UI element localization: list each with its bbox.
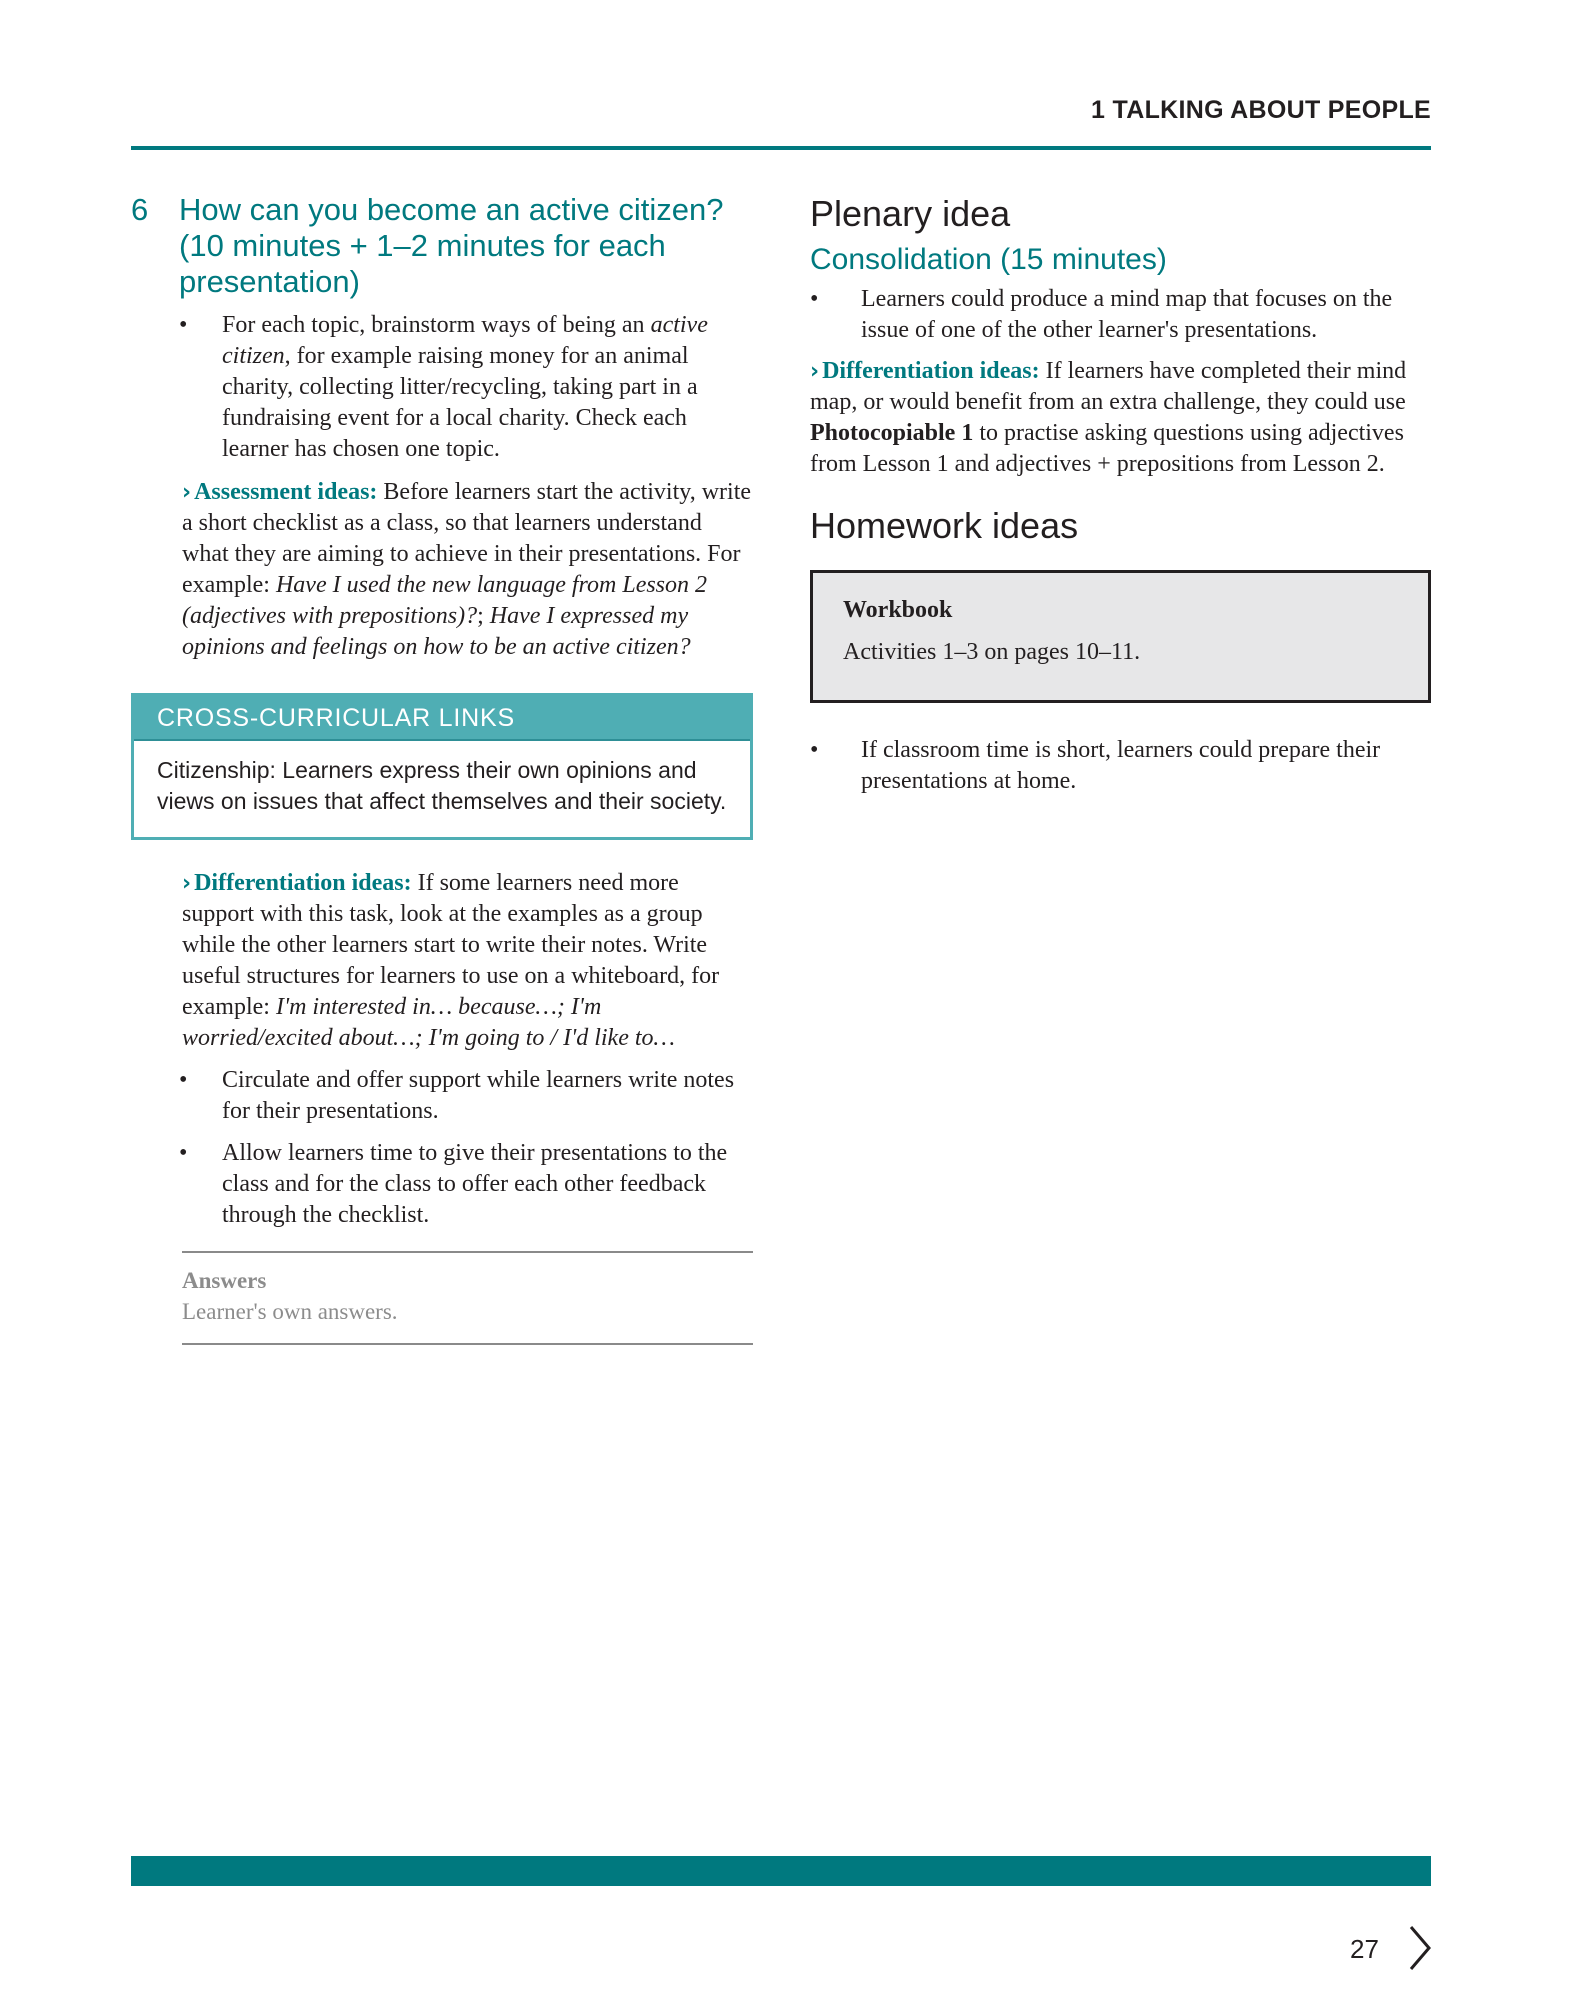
chevron-right-icon[interactable] [1407,1924,1433,1972]
footer-bar [131,1856,1431,1886]
brainstorm-text-pre: For each topic, brainstorm ways of being an [222,312,651,338]
chapter-running-head: 1 TALKING ABOUT PEOPLE [1091,96,1431,124]
chevron-right-icon: › [810,359,820,384]
citizenship-label: Citizenship: [157,757,276,783]
consolidation-text: Learners could produce a mind map that focuses on the issue of one of the other learner's presentations. [861,286,1393,343]
bullet-dot: • [810,737,819,763]
differentiation-ideas-right [810,356,1431,480]
homework-bullet-text: If classroom time is short, learners could prepare their presentations at home. [861,737,1381,794]
differentiation-label-left: Differentiation ideas: [194,870,412,896]
left-column [131,192,753,1345]
assessment-ideas [182,477,753,663]
differentiation-ideas-left [182,868,753,1054]
bullet-dot: • [810,286,819,312]
differentiation-text-right-2: to practise asking questions using adjectives from Lesson 1 and adjectives + prepositions from Lesson 2. [810,420,1404,477]
brainstorm-text-post: , for example raising money for an animal charity, collecting litter/recycling, taking part in a fundraising event for a local charity. Check each learner has chosen one topic. [222,343,698,462]
assessment-ideas-text: Before learners start the activity, write a short checklist as a class, so that learners understand what they are aiming to achieve in their presentations. For example: [182,479,752,598]
workbook-title: Workbook [843,597,953,623]
differentiation-text-left: If some learners need more support with this task, look at the examples as a group while the other learners start to write their notes. Write useful structures for learners to use on a whiteboard, for example: [182,870,720,1020]
answers-box [182,1251,753,1345]
brainstorm-text-em: active citizen [222,312,708,369]
workbook-text: Activities 1–3 on pages 10–11. [843,639,1141,665]
cross-curricular-heading: CROSS-CURRICULAR LINKS [134,696,750,741]
photocopiable-ref: Photocopiable 1 [810,420,974,446]
cross-curricular-body [134,741,750,837]
differentiation-structures: I'm interested in… because…; I'm worried/excited about…; I'm going to / I'd like to… [182,994,675,1051]
circulate-bullet [179,1065,753,1127]
chevron-right-icon: › [182,871,192,896]
assessment-example-2: Have I expressed my opinions and feelings on how to be an active citizen? [182,603,691,660]
right-column [810,192,1431,797]
citizenship-text: Learners express their own opinions and views on issues that affect themselves and their society. [157,757,727,814]
chevron-right-icon: › [182,480,192,505]
page-number: 27 [1350,1934,1379,1964]
plenary-heading: Plenary idea [810,193,1011,234]
differentiation-label-right: Differentiation ideas: [822,358,1040,384]
homework-heading: Homework ideas [810,505,1079,546]
answers-text: Learner's own answers. [182,1299,398,1324]
bullet-dot: • [179,312,188,338]
differentiation-text-right-1: If learners have completed their mind map, or would benefit from an extra challenge, they could use [810,358,1407,415]
assessment-example-sep: ; [477,603,490,629]
activity-title-text: How can you become an active citizen? (10 minutes + 1–2 minutes for each presentation) [179,192,724,299]
presentations-text: Allow learners time to give their presentations to the class and for the class to offer each other feedback through the checklist. [222,1140,728,1228]
workbook-box [810,570,1431,703]
consolidation-heading: Consolidation (15 minutes) [810,243,1167,276]
circulate-text: Circulate and offer support while learners write notes for their presentations. [222,1067,735,1124]
presentations-bullet [179,1138,753,1231]
bullet-dot: • [179,1140,188,1166]
brainstorm-bullet [179,310,753,465]
consolidation-bullet [810,284,1431,346]
activity-number: 6 [131,192,149,227]
header-rule [131,146,1431,150]
cross-curricular-box [131,693,753,840]
assessment-example-1: Have I used the new language from Lesson 2 (adjectives with prepositions)? [182,572,708,629]
answers-label: Answers [182,1268,267,1293]
bullet-dot: • [179,1067,188,1093]
activity-title [131,192,753,300]
assessment-ideas-label: Assessment ideas: [194,479,378,505]
homework-bullet [810,735,1431,797]
